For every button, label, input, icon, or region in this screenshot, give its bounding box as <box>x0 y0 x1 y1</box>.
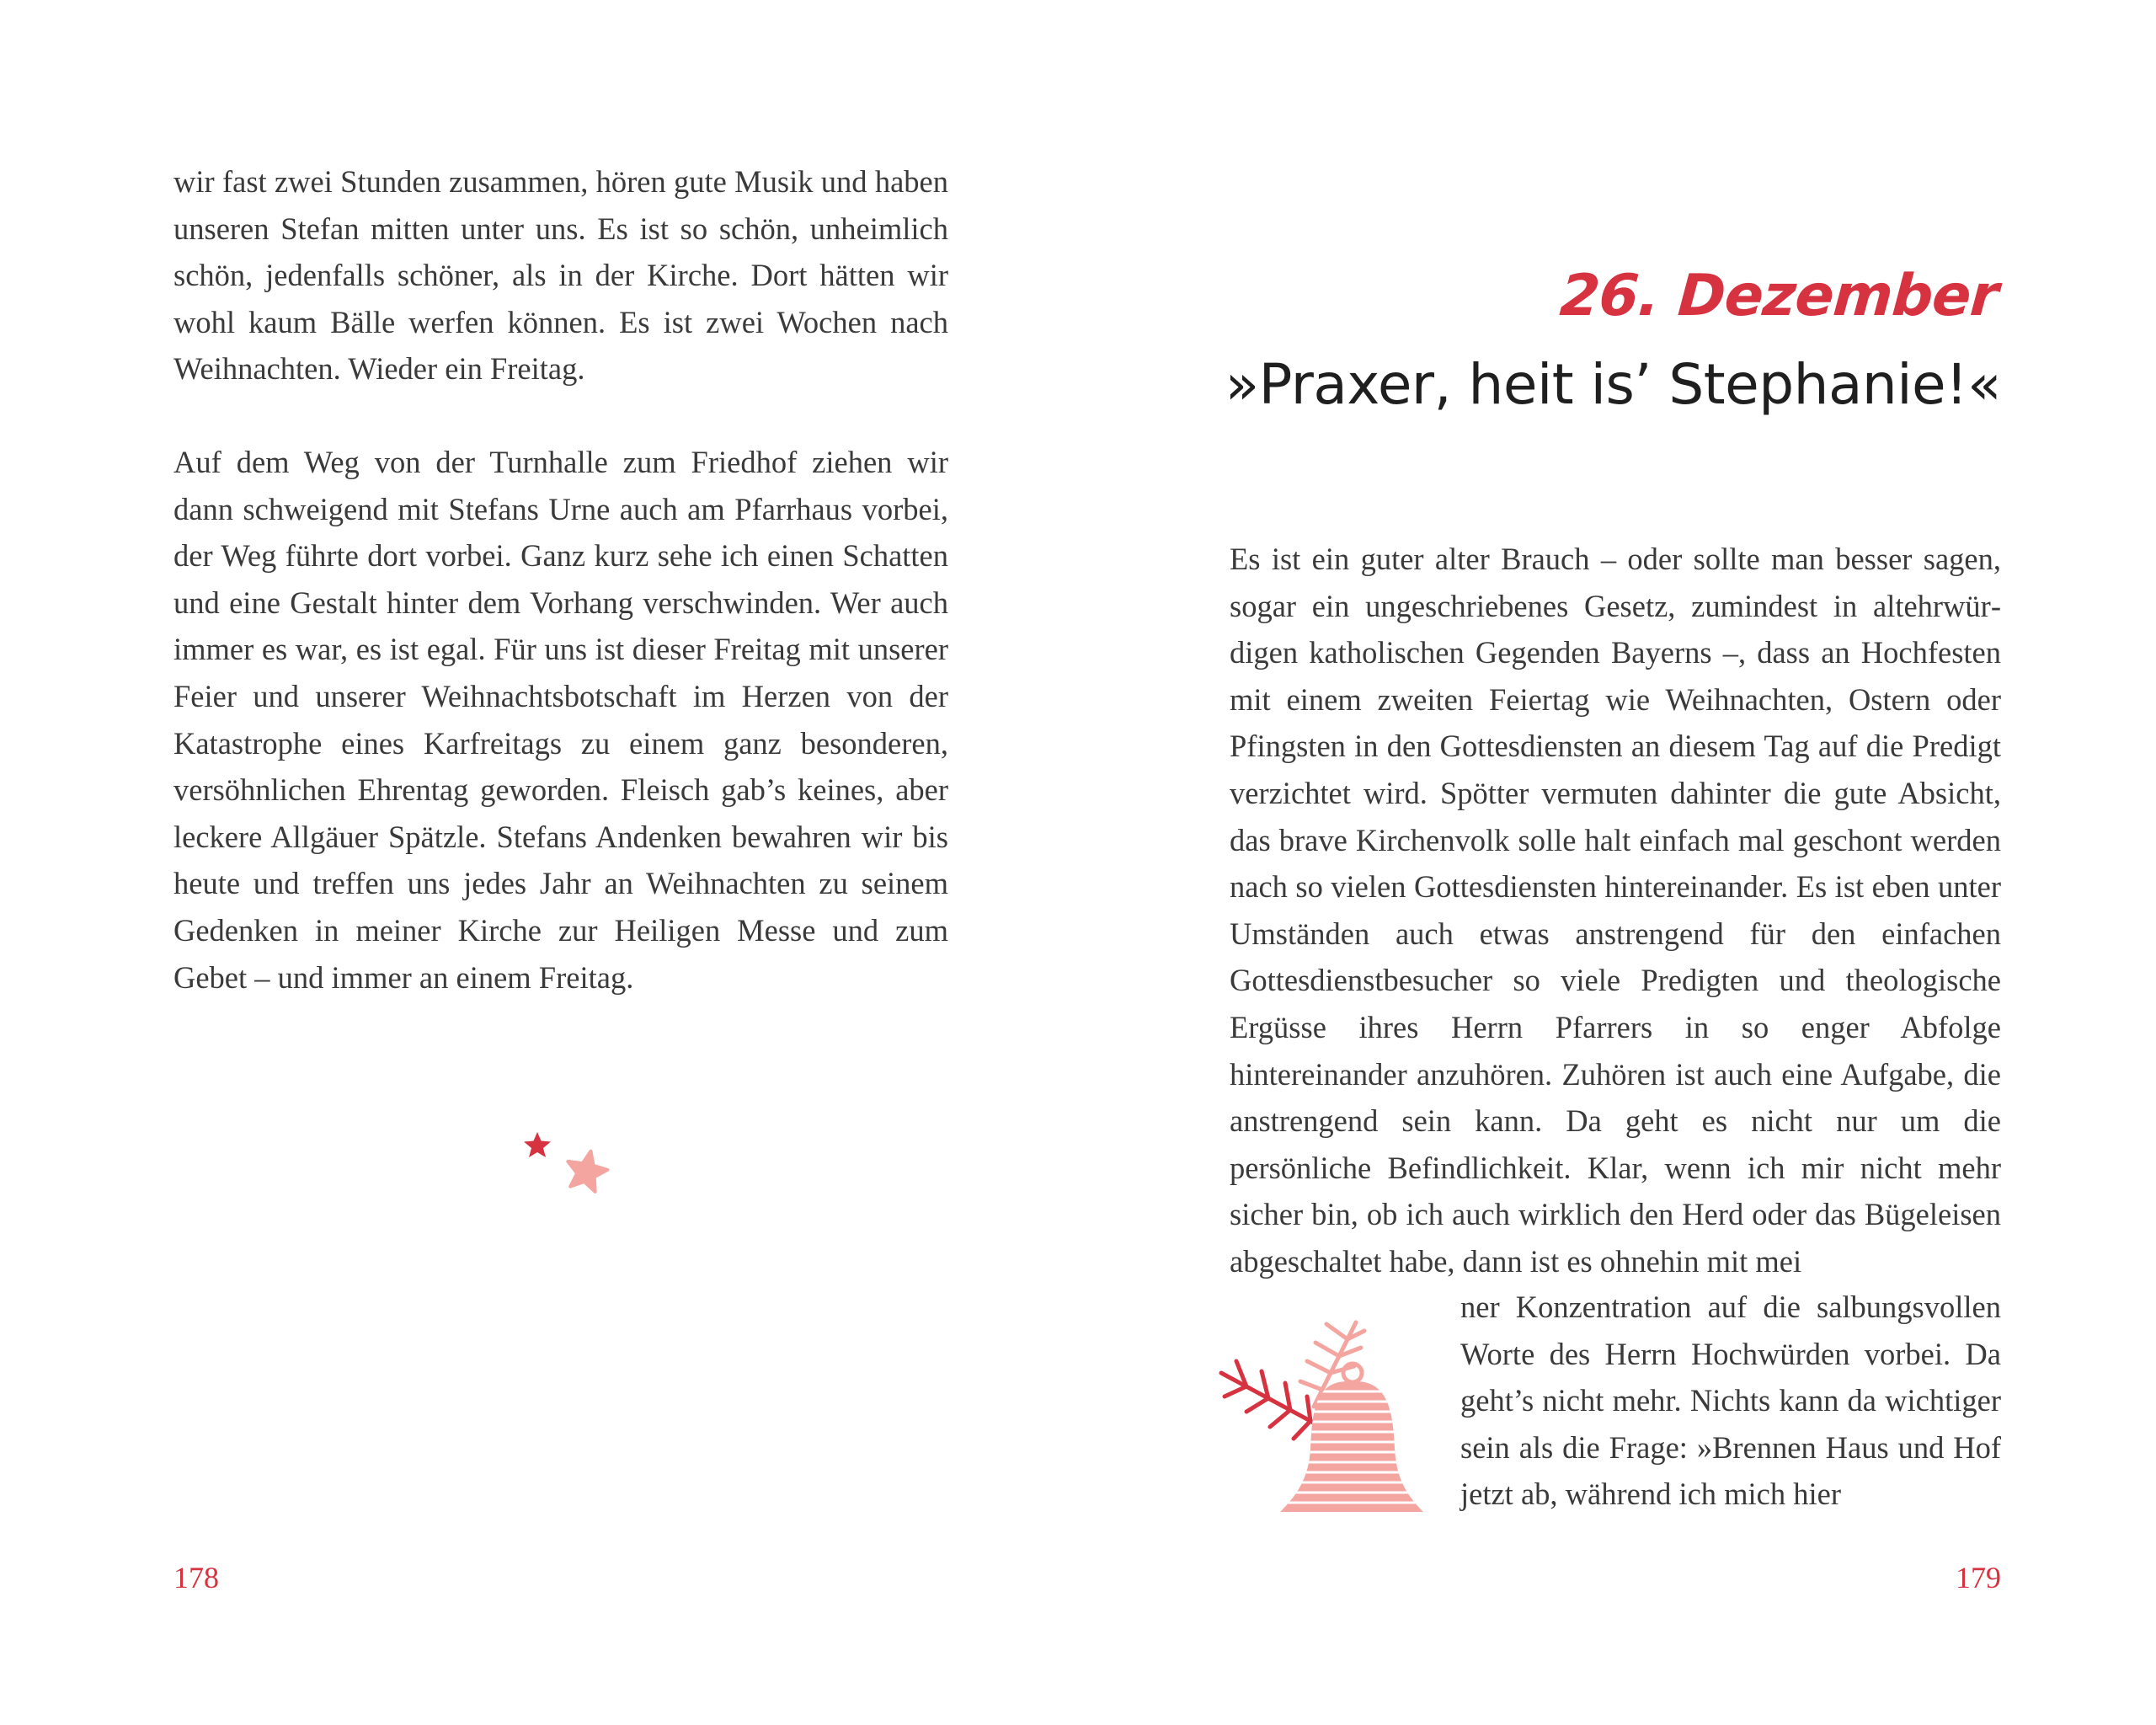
right-page <box>1078 0 2156 1725</box>
right-paragraph-bottom: ner Konzentration auf die salbungsvollen Worte des Herrn Hochwürden vorbei. Da geht’s nicht mehr. Nichts kann da wichtiger sein als die Frage: »Brennen Haus und Hof jetzt ab, während ich mich hier <box>1460 1290 2001 1512</box>
right-body-text <box>1230 536 2001 1285</box>
left-paragraph-1: wir fast zwei Stunden zusammen, hören gute Musik und haben unseren Stefan mitten unter uns. Es ist so schön, unheimlich schön, jedenfalls schöner, als in der Kirche. Dort hätten wir wohl kaum Bälle werfen können. Es ist zwei Wochen nach Weihnachten. Wieder ein Freitag. <box>173 164 948 387</box>
date-heading: 26. Dezember <box>1557 263 2000 329</box>
left-body-text <box>173 158 948 1001</box>
right-paragraph-top: Es ist ein guter alter Brauch – oder sollte man besser sagen, sogar ein ungeschriebenes Gesetz, zumindest in altehrwürdigen katholischen Gegenden Bayerns –, dass an Hochfesten mit einem zweiten Feiertag wie Weihnachten, Ostern oder Pfingsten in den Gottesdiensten an diesem Tag auf die Predigt verzichtet wird. Spötter vermuten dahinter die gute Absicht, das brave Kirchenvolk solle halt einfach mal geschont werden nach so vielen Gottesdiensten hintereinander. Es ist eben unter Umständen auch etwas anstrengend für den einfachen Gottesdienstbesucher so viele Predigten und theologische Ergüsse ihres Herrn Pfarrers in so enger Abfolge hintereinander anzuhören. Zuhören ist auch eine Aufgabe, die anstrengend sein kann. Da geht es nicht nur um die persönliche Befindlichkeit. Klar, wenn ich mir nicht mehr sicher bin, ob ich auch wirklich den Herd oder das Bügeleisen abgeschaltet habe, dann ist es ohnehin mit mei <box>1230 542 2001 1279</box>
right-body-text-wrapped <box>1460 1284 2001 1518</box>
star-icon <box>563 1147 611 1194</box>
stars-decoration <box>517 1129 618 1204</box>
bell-icon <box>1213 1306 1465 1525</box>
left-paragraph-2: Auf dem Weg von der Turnhalle zum Friedhof ziehen wir dann schweigend mit Stefans Urne auch am Pfarrhaus vorbei, der Weg führte dort vorbei. Ganz kurz sehe ich einen Schatten und eine Gestalt hinter dem Vorhang verschwinden. Wer auch immer es war, es ist egal. Für uns ist dieser Freitag mit unserer Feier und unserer Weihnachtsbotschaft im Herzen von der Katastrophe eines Karfreitags zu einem ganz besonderen, versöhnlichen Ehrentag geworden. Fleisch gab’s keines, aber leckere Allgäuer Spätzle. Stefans Andenken bewahren wir bis heute und treffen uns jedes Jahr an Weihnachten zu seinem Gedenken in meiner Kirche zur Heiligen Messe und zum Gebet – und immer an einem Freitag. <box>173 444 948 995</box>
star-icon <box>524 1132 551 1157</box>
page-number: 178 <box>173 1561 219 1594</box>
chapter-title: »Praxer, heit is’ Stephanie!« <box>1225 352 2001 417</box>
page-number: 179 <box>1956 1561 2001 1594</box>
